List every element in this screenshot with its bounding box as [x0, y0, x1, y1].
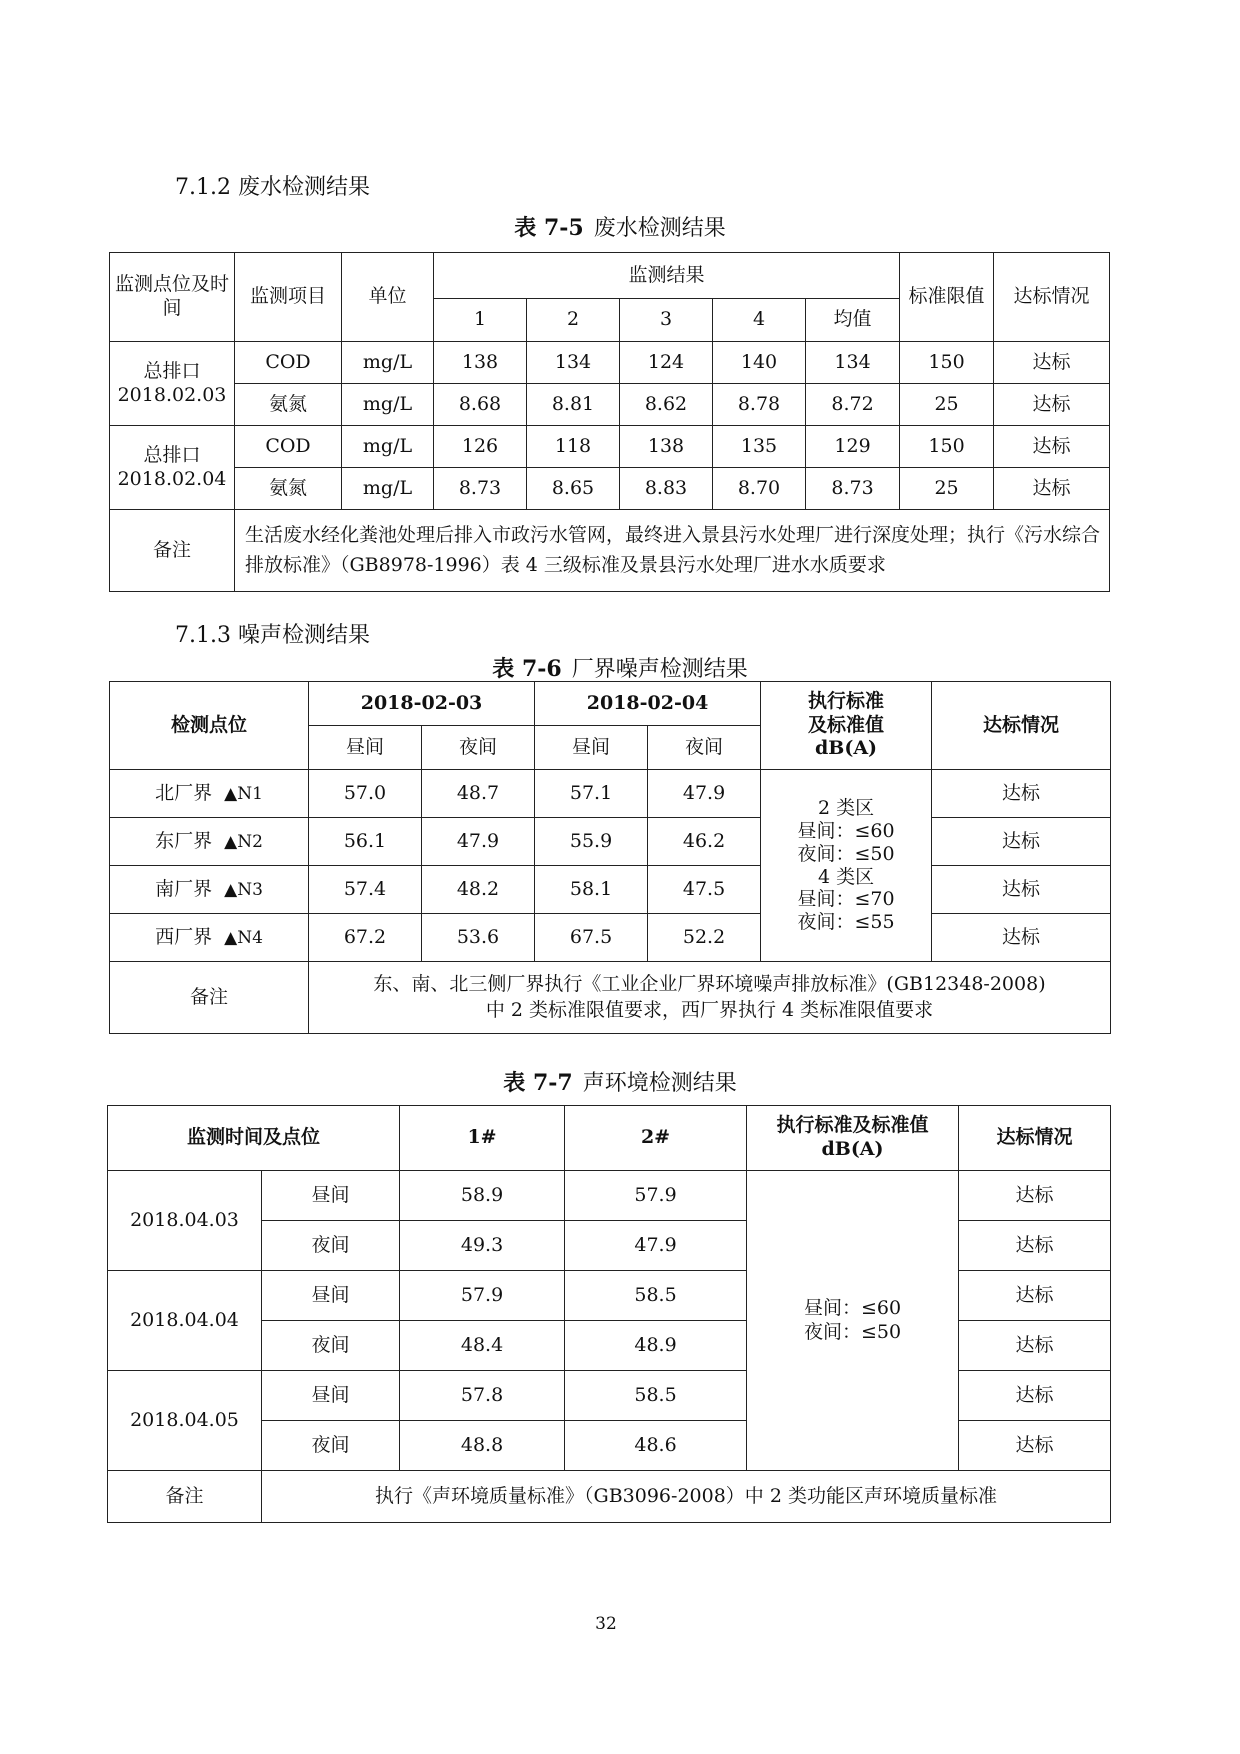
location-name: 南厂界	[155, 877, 213, 900]
unit-cell: mg/L	[342, 468, 434, 510]
value-cell: 47.9	[422, 818, 535, 866]
location-code: ▲N1	[224, 783, 263, 804]
value-cell: 53.6	[422, 914, 535, 962]
value-cell: 67.2	[309, 914, 422, 962]
standard-values	[761, 770, 932, 962]
header-r2: 2	[527, 299, 620, 342]
value-cell: 56.1	[309, 818, 422, 866]
date-cell: 2018.04.04	[108, 1271, 262, 1371]
value-cell: 8.65	[527, 468, 620, 510]
value-cell: 57.8	[400, 1371, 565, 1421]
value-cell: 135	[713, 426, 806, 468]
table-row	[110, 468, 1110, 510]
status-cell: 达标	[994, 426, 1110, 468]
unit-cell: mg/L	[342, 426, 434, 468]
noise-table	[109, 681, 1111, 1034]
value-cell: 58.9	[400, 1171, 565, 1221]
date-cell: 2018.04.05	[108, 1371, 262, 1471]
value-cell: 48.6	[565, 1421, 747, 1471]
value-cell: 140	[713, 342, 806, 384]
table-row	[110, 818, 1111, 866]
value-cell: 57.9	[400, 1271, 565, 1321]
location-name: 北厂界	[155, 781, 213, 804]
header-location: 检测点位	[110, 682, 309, 770]
header-standard	[747, 1106, 959, 1171]
header-standard-line: 执行标准及标准值	[776, 1114, 929, 1137]
status-cell: 达标	[959, 1421, 1111, 1471]
location-date: 2018.02.03	[117, 383, 227, 406]
header-unit: 单位	[342, 253, 434, 342]
value-cell: 8.78	[713, 384, 806, 426]
location-name: 西厂界	[155, 925, 213, 948]
status-cell: 达标	[994, 384, 1110, 426]
header-date2: 2018-02-04	[535, 682, 761, 726]
value-cell: 58.5	[565, 1371, 747, 1421]
limit-cell: 25	[900, 384, 994, 426]
status-cell: 达标	[932, 866, 1111, 914]
location-name: 东厂界	[155, 829, 213, 852]
period-cell: 夜间	[262, 1421, 400, 1471]
table-row	[108, 1371, 1111, 1421]
location-name: 总排口	[143, 443, 201, 466]
standard-line: 夜间：≤50	[803, 1320, 902, 1343]
header-r3: 3	[620, 299, 713, 342]
value-cell: 8.81	[527, 384, 620, 426]
status-cell: 达标	[994, 468, 1110, 510]
value-cell: 8.62	[620, 384, 713, 426]
location-code: ▲N2	[224, 831, 263, 852]
limit-cell: 150	[900, 426, 994, 468]
mean-cell: 8.73	[806, 468, 900, 510]
note-label: 备注	[108, 1471, 262, 1523]
value-cell: 48.7	[422, 770, 535, 818]
value-cell: 47.9	[648, 770, 761, 818]
unit-cell: mg/L	[342, 384, 434, 426]
value-cell: 55.9	[535, 818, 648, 866]
header-r4: 4	[713, 299, 806, 342]
table-row	[110, 342, 1110, 384]
table-row	[110, 866, 1111, 914]
header-limit: 标准限值	[900, 253, 994, 342]
date-cell: 2018.04.03	[108, 1171, 262, 1271]
value-cell: 118	[527, 426, 620, 468]
location-cell	[110, 914, 309, 962]
value-cell: 8.73	[434, 468, 527, 510]
value-cell: 8.70	[713, 468, 806, 510]
value-cell: 58.1	[535, 866, 648, 914]
note-row	[110, 962, 1111, 1034]
standard-line: 2 类区	[817, 797, 875, 820]
value-cell: 138	[434, 342, 527, 384]
table-title-7-5	[0, 211, 1240, 242]
value-cell: 126	[434, 426, 527, 468]
period-cell: 昼间	[262, 1171, 400, 1221]
header-status: 达标情况	[932, 682, 1111, 770]
value-cell: 52.2	[648, 914, 761, 962]
table-row	[110, 770, 1111, 818]
header-standard-line: dB(A)	[814, 737, 878, 760]
table-title-7-6	[0, 652, 1240, 683]
table-row	[108, 1271, 1111, 1321]
status-cell: 达标	[994, 342, 1110, 384]
value-cell: 57.0	[309, 770, 422, 818]
header-standard-line: 执行标准	[808, 689, 885, 712]
value-cell: 57.4	[309, 866, 422, 914]
header-mean: 均值	[806, 299, 900, 342]
table-name: 声环境检测结果	[582, 1071, 737, 1096]
standard-line: 夜间：≤50	[797, 842, 895, 865]
value-cell: 49.3	[400, 1221, 565, 1271]
standard-line: 昼间：≤60	[803, 1296, 902, 1319]
value-cell: 48.2	[422, 866, 535, 914]
header-standard-line: 及标准值	[808, 713, 885, 736]
item-cell: 氨氮	[235, 468, 342, 510]
period-cell: 昼间	[262, 1371, 400, 1421]
table-number: 表 7-5	[514, 215, 584, 241]
table-number: 表 7-7	[503, 1070, 573, 1096]
header-location: 监测点位及时间	[110, 253, 235, 342]
standard-values	[747, 1171, 959, 1471]
header-night: 夜间	[648, 726, 761, 770]
standard-line: 夜间：≤55	[797, 911, 895, 934]
header-status: 达标情况	[994, 253, 1110, 342]
location-code: ▲N4	[224, 927, 263, 948]
status-cell: 达标	[959, 1371, 1111, 1421]
note-label: 备注	[110, 962, 309, 1034]
note-text: 执行《声环境质量标准》（GB3096-2008）中 2 类功能区声环境质量标准	[262, 1471, 1111, 1523]
note-text: 生活废水经化粪池处理后排入市政污水管网，最终进入景县污水处理厂进行深度处理；执行《污水综合排放标准》（GB8978-1996）表 4 三级标准及景县污水处理厂进水水质要求	[235, 510, 1110, 592]
mean-cell: 134	[806, 342, 900, 384]
standard-line: 4 类区	[817, 865, 875, 888]
mean-cell: 8.72	[806, 384, 900, 426]
header-point-2: 2#	[565, 1106, 747, 1171]
value-cell: 47.5	[648, 866, 761, 914]
status-cell: 达标	[932, 914, 1111, 962]
location-cell	[110, 866, 309, 914]
limit-cell: 150	[900, 342, 994, 384]
status-cell: 达标	[932, 770, 1111, 818]
value-cell: 8.83	[620, 468, 713, 510]
item-cell: 氨氮	[235, 384, 342, 426]
unit-cell: mg/L	[342, 342, 434, 384]
value-cell: 138	[620, 426, 713, 468]
value-cell: 48.8	[400, 1421, 565, 1471]
mean-cell: 129	[806, 426, 900, 468]
value-cell: 134	[527, 342, 620, 384]
item-cell: COD	[235, 426, 342, 468]
note-row	[108, 1471, 1111, 1523]
period-cell: 夜间	[262, 1321, 400, 1371]
period-cell: 昼间	[262, 1271, 400, 1321]
location-date: 2018.02.04	[117, 467, 227, 490]
table-name: 废水检测结果	[593, 216, 726, 241]
status-cell: 达标	[959, 1171, 1111, 1221]
section-heading-noise: 7.1.3 噪声检测结果	[175, 623, 370, 648]
item-cell: COD	[235, 342, 342, 384]
note-text	[309, 962, 1111, 1034]
location-cell	[110, 426, 235, 510]
table-row	[108, 1171, 1111, 1221]
status-cell: 达标	[959, 1221, 1111, 1271]
header-time-location: 监测时间及点位	[108, 1106, 400, 1171]
status-cell: 达标	[932, 818, 1111, 866]
header-item: 监测项目	[235, 253, 342, 342]
section-heading-wastewater: 7.1.2 废水检测结果	[175, 175, 370, 200]
table-row	[110, 426, 1110, 468]
header-day: 昼间	[309, 726, 422, 770]
location-cell	[110, 342, 235, 426]
header-standard-line: dB(A)	[821, 1138, 884, 1160]
value-cell: 57.9	[565, 1171, 747, 1221]
acoustic-table	[107, 1105, 1111, 1523]
value-cell: 8.68	[434, 384, 527, 426]
location-code: ▲N3	[224, 879, 263, 900]
location-cell	[110, 770, 309, 818]
note-label: 备注	[110, 510, 235, 592]
note-row	[110, 510, 1110, 592]
header-r1: 1	[434, 299, 527, 342]
note-line: 东、南、北三侧厂界执行《工业企业厂界环境噪声排放标准》(GB12348-2008)	[373, 972, 1046, 995]
table-row	[110, 384, 1110, 426]
table-name: 厂界噪声检测结果	[571, 657, 748, 682]
value-cell: 48.4	[400, 1321, 565, 1371]
value-cell: 48.9	[565, 1321, 747, 1371]
standard-line: 昼间：≤60	[797, 819, 895, 842]
value-cell: 46.2	[648, 818, 761, 866]
location-cell	[110, 818, 309, 866]
value-cell: 57.1	[535, 770, 648, 818]
header-date1: 2018-02-03	[309, 682, 535, 726]
limit-cell: 25	[900, 468, 994, 510]
header-results: 监测结果	[434, 253, 900, 299]
status-cell: 达标	[959, 1321, 1111, 1371]
location-name: 总排口	[143, 359, 201, 382]
table-number: 表 7-6	[492, 656, 562, 682]
header-status: 达标情况	[959, 1106, 1111, 1171]
note-line: 中 2 类标准限值要求，西厂界执行 4 类标准限值要求	[485, 998, 934, 1021]
header-point-1: 1#	[400, 1106, 565, 1171]
status-cell: 达标	[959, 1271, 1111, 1321]
value-cell: 67.5	[535, 914, 648, 962]
value-cell: 58.5	[565, 1271, 747, 1321]
header-standard	[761, 682, 932, 770]
page-number: 32	[595, 1614, 617, 1634]
header-night: 夜间	[422, 726, 535, 770]
value-cell: 47.9	[565, 1221, 747, 1271]
table-title-7-7	[0, 1066, 1240, 1097]
period-cell: 夜间	[262, 1221, 400, 1271]
standard-line: 昼间：≤70	[797, 888, 895, 911]
wastewater-table	[109, 252, 1110, 592]
table-row	[110, 914, 1111, 962]
header-day: 昼间	[535, 726, 648, 770]
value-cell: 124	[620, 342, 713, 384]
